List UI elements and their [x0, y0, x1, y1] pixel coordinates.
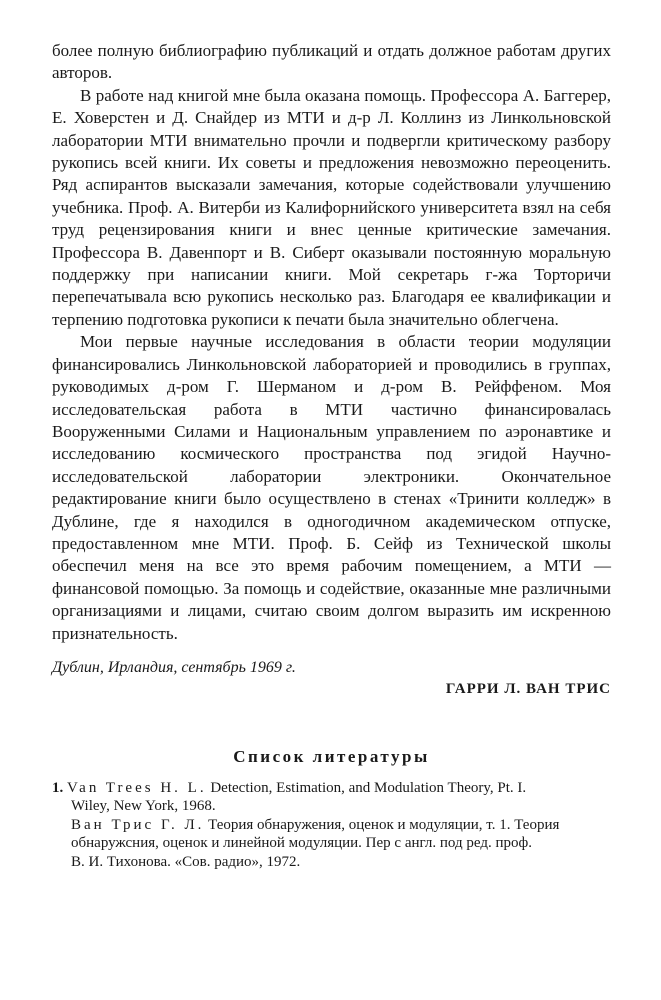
reference-item: [52, 779, 611, 872]
reference-title-en: Detection, Estimation, and Modulation Theory, Pt. I.: [210, 779, 527, 796]
preface-paragraph-1: более полную библиографию публикаций и отдать должное работам других авторов.: [52, 41, 611, 83]
place-date: Дублин, Ирландия, сентябрь 1969 г.: [52, 658, 296, 676]
reference-author-en: Van Trees H. L.: [67, 779, 207, 796]
reference-line-ru-1: [71, 816, 611, 835]
reference-line-ru-2: обнаружсния, оценок и линейной модуляции. Пер с англ. под ред. проф.: [71, 835, 532, 852]
reference-line-en-1: [52, 779, 611, 798]
book-page: [52, 40, 611, 871]
reference-line-ru-3: В. И. Тихонова. «Сов. радио», 1972.: [71, 853, 301, 870]
preface-paragraph-3: Мои первые научные исследования в области теории модуляции финансировались Линкольновской лабораторией и проводились в группах, руководимых д-ром Г. Шерманом и д-ром В. Рейффеном. Моя исследовательская работа в МТИ частично финансировалась Вооруженными Силами и Национальным управлением по аэронавтике и исследованию космического пространства под эгидой Научно-исследовательской лаборатории электроники. Окончательное редактирование книги было осуществлено в стенах «Тринити колледж» в Дублине, где я находился в одногодичном академическом отпуске, предоставленном мне МТИ. Проф. Б. Сейф из Технической школы обеспечил меня на все это время рабочим помещением, а МТИ — финансовой помощью. За помощь и содействие, оказанные мне различными организациями и лицами, считаю своим долгом выразить им искренною признательность.: [52, 332, 611, 643]
reference-author-ru: Ван Трис Г. Л.: [71, 816, 205, 833]
reference-body: [52, 797, 611, 871]
author-signature: ГАРРИ Л. ВАН ТРИС: [445, 680, 611, 697]
preface-paragraph-2: В работе над книгой мне была оказана помощь. Профессора А. Баггерер, Е. Ховерстен и Д. Снайдер из МТИ и д-р Л. Коллинз из Линкольновской лаборатории МТИ внимательно прочли и подвергли критическому разбору рукопись всей книги. Их советы и предложения невозможно переоценить. Ряд аспирантов высказали замечания, которые содействовали улучшению учебника. Проф. А. Витерби из Калифорнийского университета взял на себя труд рецензирования книги и внес ценные критические замечания. Профессора В. Давенпорт и В. Сиберт оказывали постоянную моральную поддержку при написании книги. Мой секретарь г-жа Торторичи перепечатывала всю рукопись несколько раз. Благодаря ее квалификации и терпению подготовка рукописи к печати была значительно облегчена.: [52, 85, 611, 329]
reference-publisher-en: Wiley, New York, 1968.: [71, 798, 216, 815]
reference-title-ru: Теория обнаружения, оценок и модуляции, т. 1. Теория: [208, 816, 560, 833]
signoff: [52, 659, 611, 703]
references-title: Список литературы: [233, 746, 430, 766]
reference-number: 1.: [52, 779, 64, 796]
